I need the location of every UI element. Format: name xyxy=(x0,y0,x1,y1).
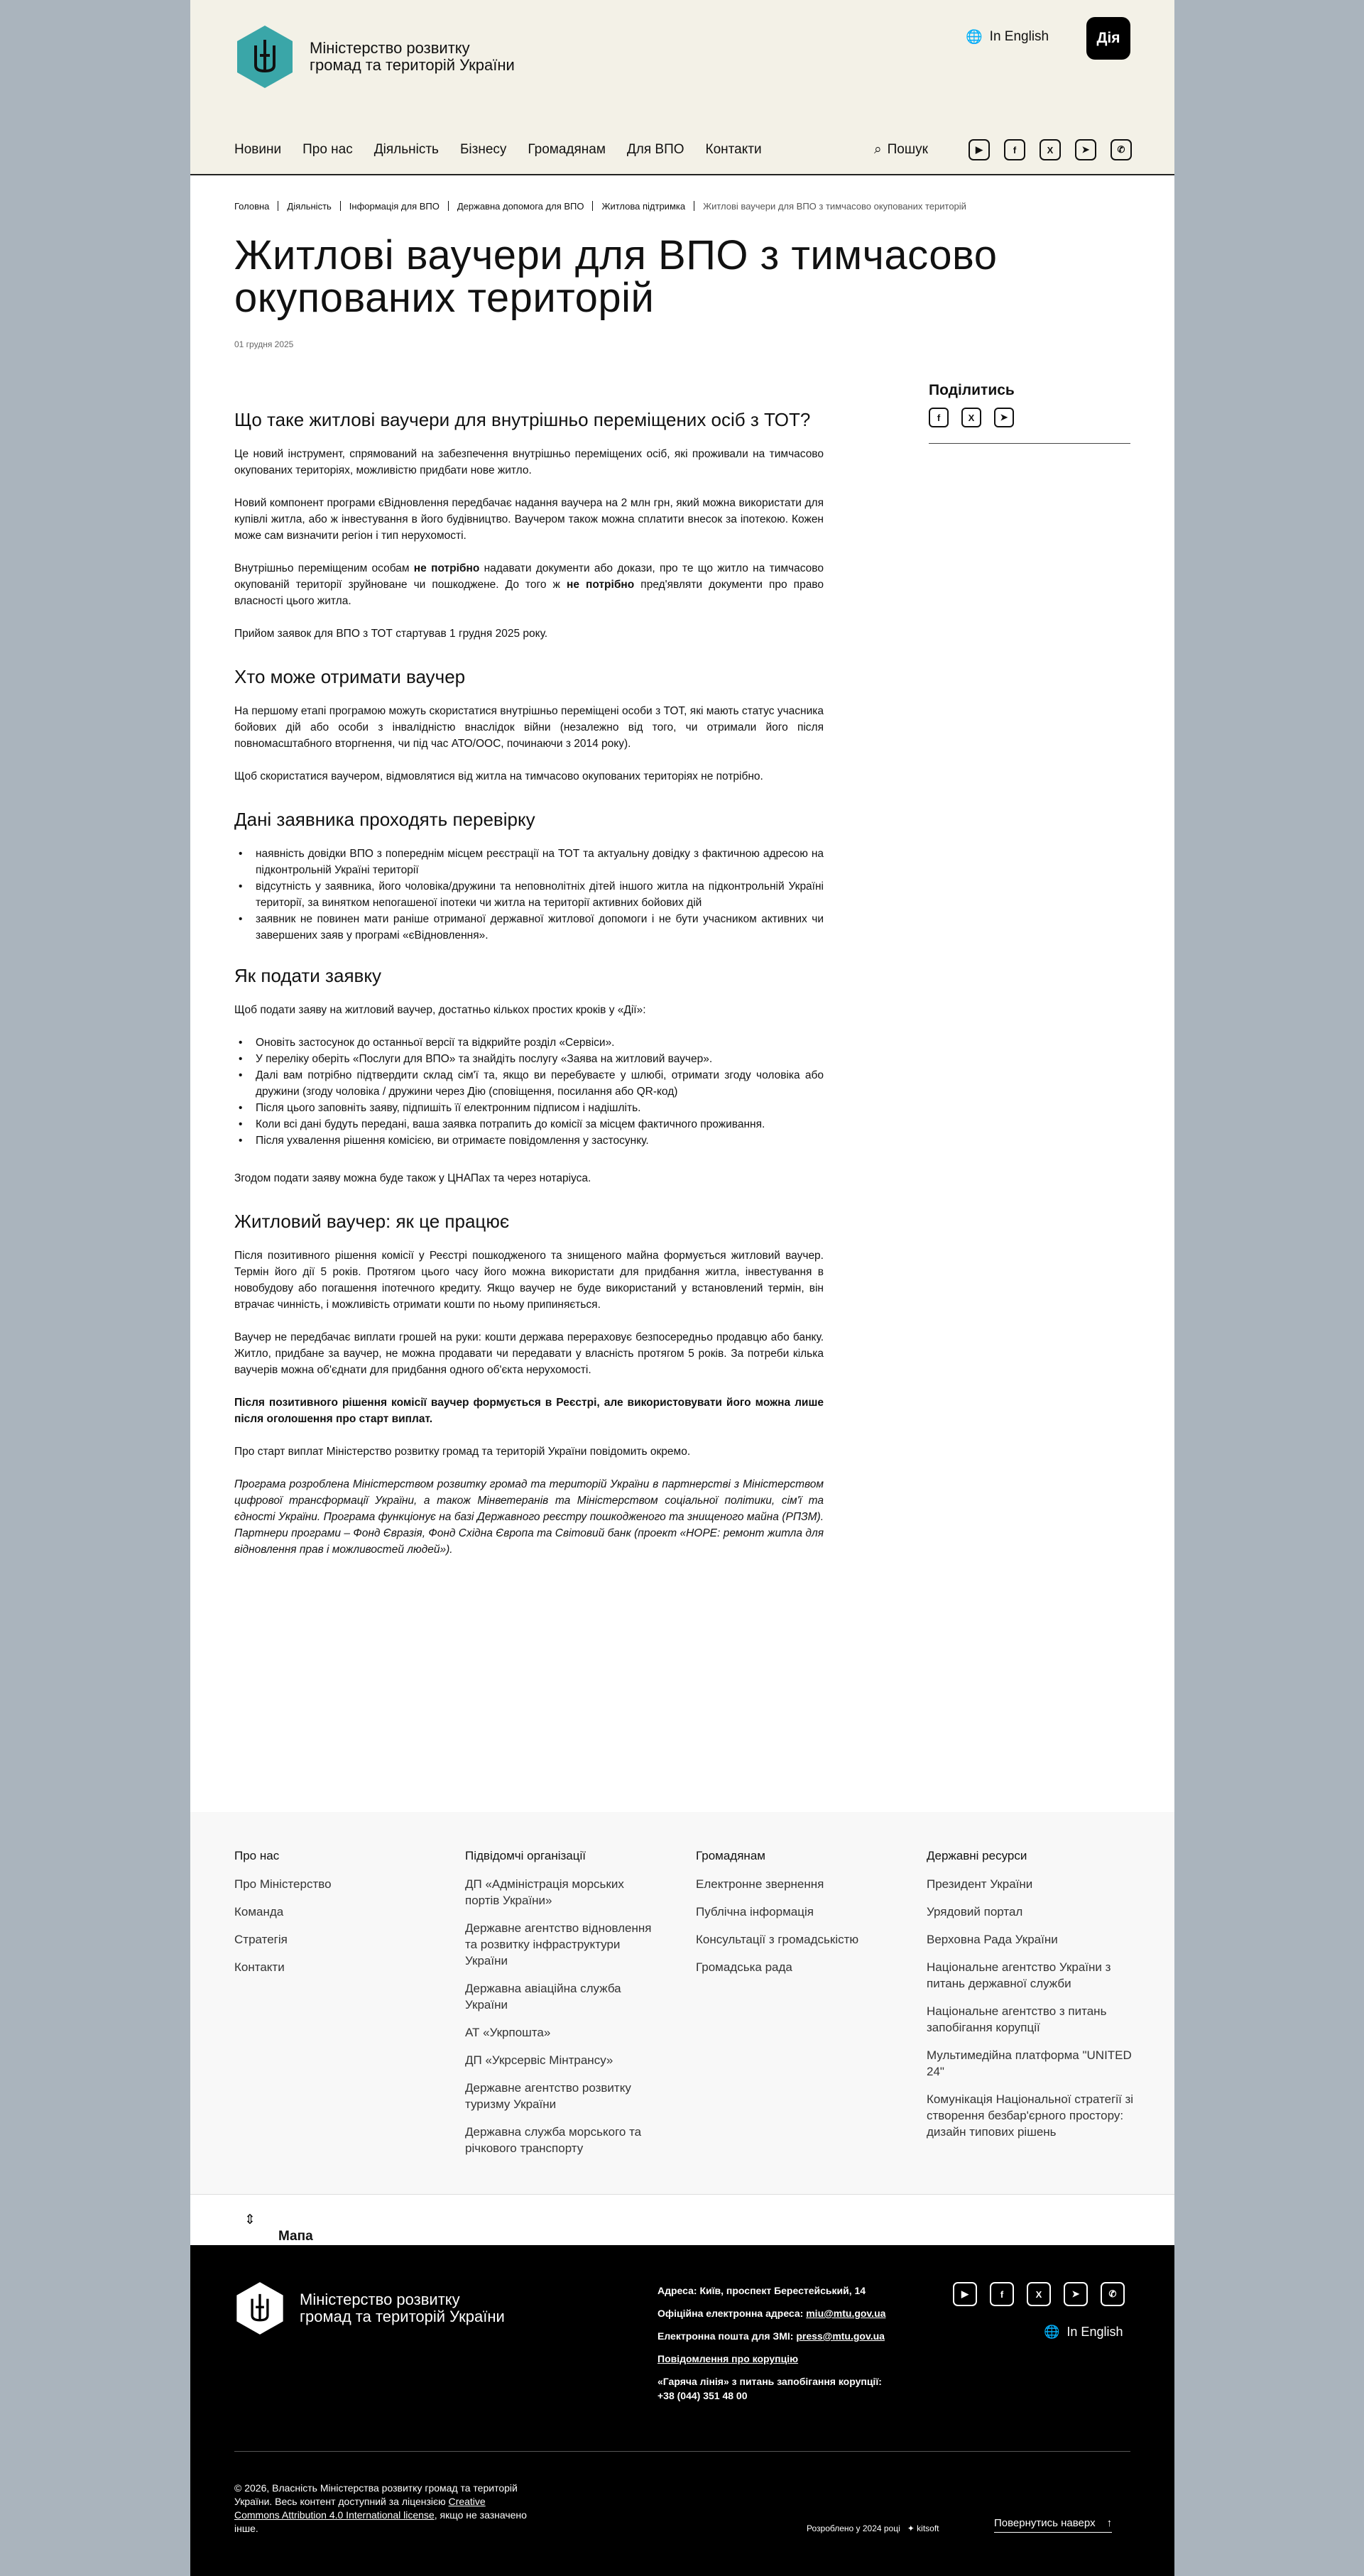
site-header xyxy=(190,0,1174,175)
footer-link[interactable]: АТ «Укрпошта» xyxy=(465,2026,551,2039)
official-email-link[interactable]: miu@mtu.gov.ua xyxy=(806,2308,886,2319)
language-label: In English xyxy=(1066,2325,1123,2339)
footer-link[interactable]: Урядовий портал xyxy=(927,1905,1023,1919)
footer-link[interactable]: Державне агентство розвитку туризму України xyxy=(465,2081,631,2111)
ministry-logo[interactable] xyxy=(234,24,523,89)
section-heading: Що таке житлові ваучери для внутрішньо переміщених осіб з ТОТ? xyxy=(234,409,811,430)
check-list xyxy=(234,846,824,944)
paragraph: На першому етапі програмою можуть скористатися внутрішньо переміщені особи з ТОТ, які мають статус учасника бойових дій або особи з інвалідністю внаслідок війни (незалежно від того, чи отримали його після повномасштабного вторгнення, чи під час АТО/ООС, починаючи з 2014 року). xyxy=(234,705,824,750)
footer-link[interactable]: Комунікація Національної стратегії зі створення безбар'єрного простору: дизайн типових рішень xyxy=(927,2092,1134,2139)
footer-link[interactable]: Електронне звернення xyxy=(696,1877,824,1891)
nav-item-idp[interactable]: Для ВПО xyxy=(626,142,684,157)
article-body xyxy=(234,409,824,1576)
share-title: Поділитись xyxy=(929,382,1015,398)
footer-link[interactable]: Публічна інформація xyxy=(696,1905,814,1919)
breadcrumb-item[interactable]: Головна xyxy=(234,201,270,212)
footer-link[interactable]: Державне агентство відновлення та розвитку інфраструктури України xyxy=(465,1921,652,1968)
nav-item-activity[interactable]: Діяльність xyxy=(373,142,439,157)
list-item: • відсутність у заявника, його чоловіка/дружини та неповнолітніх дітей іншого житла на підконтрольній Україні території, за винятком непогашеної іпотеки чи житла на території активних бойових дій xyxy=(234,878,824,911)
telegram-icon[interactable]: ➤ xyxy=(1064,2282,1088,2306)
kitsoft-logo[interactable]: ✦ kitsoft xyxy=(907,2523,939,2533)
footer-link[interactable]: Мультимедійна платформа "UNITED 24" xyxy=(927,2048,1132,2078)
globe-icon: 🌐 xyxy=(966,30,983,45)
footer-link[interactable]: Консультації з громадськістю xyxy=(696,1933,859,1946)
x-icon[interactable]: X xyxy=(1040,139,1061,160)
back-to-top-label: Повернутись наверх xyxy=(994,2517,1096,2529)
paragraph: Ваучер не передбачає виплати грошей на руки: кошти держава перераховує безпосередньо продавцю або банку. Житло, придбане за ваучер, не можна продавати чи передавати у власність протягом 5 років. За потреби кілька ваучерів можна об'єднати для придбання одного об'єкта нерухомості. xyxy=(234,1331,824,1376)
footer-link[interactable]: Контакти xyxy=(234,1960,285,1974)
footer-column xyxy=(696,1849,902,1987)
footer-socials xyxy=(953,2282,1125,2306)
footer-link[interactable]: Стратегія xyxy=(234,1933,288,1946)
list-item: • Після цього заповніть заяву, підпишіть її електронним підписом і надішліть. xyxy=(234,1100,824,1116)
footer-link[interactable]: Президент України xyxy=(927,1877,1033,1891)
globe-icon: 🌐 xyxy=(1044,2325,1060,2339)
nav-item-about[interactable]: Про нас xyxy=(302,142,353,157)
footer-column xyxy=(927,1849,1140,2151)
footer-language-switch[interactable] xyxy=(1044,2325,1123,2340)
breadcrumb-current: Житлові ваучери для ВПО з тимчасово окупованих територій xyxy=(703,201,966,212)
nav-item-contacts[interactable]: Контакти xyxy=(705,142,762,157)
facebook-icon[interactable]: f xyxy=(990,2282,1014,2306)
footer-column xyxy=(465,1849,657,2168)
footer-link[interactable]: Національне агентство з питань запобігання корупції xyxy=(927,2004,1107,2034)
ministry-name: Міністерство розвитку громад та територій України xyxy=(310,39,515,74)
breadcrumb-item[interactable]: Діяльність xyxy=(287,201,332,212)
footer-link[interactable]: Про Міністерство xyxy=(234,1877,332,1891)
share-facebook-icon[interactable]: f xyxy=(929,408,949,427)
share-telegram-icon[interactable]: ➤ xyxy=(994,408,1014,427)
trident-emblem-icon xyxy=(234,24,295,89)
copyright: © 2026, Власність Міністерства розвитку громад та територій України. Весь контент доступний за ліцензією Creative Commons Attribution 4.0 International license, якщо не зазначено інше. xyxy=(234,2482,527,2534)
site-footer xyxy=(190,2245,1174,2576)
x-icon[interactable]: X xyxy=(1027,2282,1051,2306)
list-item: • Після ухвалення рішення комісією, ви отримаєте повідомлення у застосунку. xyxy=(234,1133,824,1149)
steps-list xyxy=(234,1035,824,1149)
nav-item-business[interactable]: Бізнесу xyxy=(459,142,507,157)
footer-link[interactable]: Громадська рада xyxy=(696,1960,792,1974)
footer-column-title: Про нас xyxy=(234,1849,280,1862)
chevron-updown-icon: ⇕ xyxy=(244,2212,256,2227)
section-heading: Хто може отримати ваучер xyxy=(234,666,466,687)
footer-column-title: Державні ресурси xyxy=(927,1849,1027,1862)
list-item: • У переліку оберіть «Послуги для ВПО» та знайдіть послугу «Заява на житловий ваучер». xyxy=(234,1051,824,1067)
paragraph: Про старт виплат Міністерство розвитку громад та територій України повідомить окремо. xyxy=(234,1446,691,1458)
footer-column xyxy=(234,1849,447,1987)
footer-logo[interactable] xyxy=(234,2281,513,2336)
paragraph: Щоб подати заяву на житловий ваучер, достатньо кількох простих кроків у «Дії»: xyxy=(234,1004,646,1016)
license-link[interactable]: Creative Commons Attribution 4.0 International license xyxy=(234,2496,486,2521)
footer-link[interactable]: Державна служба морського та річкового транспорту xyxy=(465,2125,642,2155)
facebook-icon[interactable]: f xyxy=(1004,139,1025,160)
footer-link[interactable]: Команда xyxy=(234,1905,284,1919)
official-email: Офіційна електронна адреса: miu@mtu.gov.ua xyxy=(658,2308,886,2319)
address: Адреса: Київ, проспект Берестейський, 14 xyxy=(658,2285,866,2296)
trident-emblem-icon xyxy=(234,2281,285,2336)
language-switch[interactable] xyxy=(966,28,1049,45)
footer-link[interactable]: Державна авіаційна служба України xyxy=(465,1982,621,2012)
page-title: Житлові ваучери для ВПО з тимчасово окупованих територій xyxy=(234,232,998,321)
developer-credit xyxy=(807,2523,939,2533)
diia-button[interactable]: Дія xyxy=(1086,17,1130,60)
list-item: • заявник не повинен мати раніше отриманої державної житлової допомоги і не бути учасником активних чи завершених заяв у програмі «єВідновлення». xyxy=(234,911,824,944)
list-item: • Коли всі дані будуть передані, ваша заявка потрапить до комісії за місцем фактичного проживання. xyxy=(234,1116,824,1133)
search-icon: ⌕ xyxy=(874,142,882,157)
nav-item-news[interactable]: Новини xyxy=(234,142,282,157)
publish-date: 01 грудня 2025 xyxy=(234,339,294,349)
page xyxy=(190,0,1174,2576)
whatsapp-icon[interactable]: ✆ xyxy=(1111,139,1132,160)
paragraph: Після позитивного рішення комісії ваучер формується в Реєстрі, але використовувати його можна лише після оголошення про старт виплат. xyxy=(234,1397,824,1425)
whatsapp-icon[interactable]: ✆ xyxy=(1101,2282,1125,2306)
list-item: • наявність довідки ВПО з попереднім місцем реєстрації на ТОТ та актуальну довідку з фактичною адресою на підконтрольній Україні території xyxy=(234,846,824,878)
back-to-top-button[interactable] xyxy=(994,2517,1112,2533)
paragraph: Внутрішньо переміщеним особам не потрібно надавати документи або докази, про те що житло на тимчасово окупованій території зруйноване чи пошкоджене. До того ж не потрібно пред'являти документи про право власності цього житла. xyxy=(234,562,824,607)
corruption-report-link[interactable]: Повідомлення про корупцію xyxy=(658,2353,799,2364)
youtube-icon[interactable]: ▶ xyxy=(953,2282,977,2306)
footer-column-title: Підвідомчі організації xyxy=(465,1849,586,1862)
sitemap-label: Мапа xyxy=(278,2229,313,2244)
footer-link[interactable]: Верховна Рада України xyxy=(927,1933,1058,1946)
paragraph: Це новий інструмент, спрямований на забезпечення внутрішньо переміщених осіб, які проживали на тимчасово окупованих територіях, можливістю придбати нове житло. xyxy=(234,448,824,476)
youtube-icon[interactable]: ▶ xyxy=(969,139,990,160)
footer-ministry-name: Міністерство розвитку громад та територій України xyxy=(300,2291,505,2325)
divider xyxy=(234,2451,1130,2452)
breadcrumb-item[interactable]: Інформація для ВПО xyxy=(349,201,440,212)
paragraph: Прийом заявок для ВПО з ТОТ стартував 1 грудня 2025 року. xyxy=(234,628,548,640)
nav-item-citizens[interactable]: Громадянам xyxy=(528,142,606,157)
breadcrumb-item[interactable]: Житлова підтримка xyxy=(601,201,686,212)
breadcrumb xyxy=(234,201,966,212)
section-heading: Як подати заявку xyxy=(234,965,381,986)
footer-link[interactable]: ДП «Адміністрація морських портів України» xyxy=(465,1877,624,1907)
paragraph: Після позитивного рішення комісії у Реєстрі пошкодженого та знищеного майна формується житловий ваучер. Термін його дії 5 років. Протягом цього часу його можна використати для придбання житла, інвестування в новобудову або погашення іпотечного кредиту. Якщо ваучер не буде використаний у встановлений термін, він втрачає чинність, і можливість отримати кошти по ньому припиняється. xyxy=(234,1250,824,1311)
paragraph: Програма розроблена Міністерством розвитку громад та територій України в партнерстві з Міністерством цифрової трансформації України, а також Мінветеранів та Міністерством соціальної політики, сім'ї та єдності України. Програма функціонує на базі Державного реєстру пошкодженого та знищеного майна (РПЗМ). Партнери програми – Фонд Євразія, Фонд Східна Європа та Світовий банк (проект «HOPE: ремонт житла для відновлення прав і можливостей людей»). xyxy=(234,1478,824,1556)
section-heading: Дані заявника проходять перевірку xyxy=(234,809,535,830)
hotline: «Гаряча лінія» з питань запобігання корупції: +38 (044) 351 48 00 xyxy=(658,2376,882,2401)
breadcrumb-item[interactable]: Державна допомога для ВПО xyxy=(457,201,584,212)
main-nav xyxy=(234,142,762,158)
paragraph: Згодом подати заяву можна буде також у ЦНАПах та через нотаріуса. xyxy=(234,1172,591,1184)
search-button[interactable] xyxy=(874,142,928,158)
paragraph: Щоб скористатися ваучером, відмовлятися від житла на тимчасово окупованих територіях не потрібно. xyxy=(234,770,763,782)
footer-links xyxy=(190,1812,1174,2194)
arrow-up-icon: ↑ xyxy=(1106,2517,1113,2529)
language-label: In English xyxy=(989,29,1049,44)
press-email-link[interactable]: press@mtu.gov.ua xyxy=(796,2330,885,2342)
footer-link[interactable]: ДП «Укрсервіс Мінтрансу» xyxy=(465,2053,613,2067)
footer-link[interactable]: Національне агентство України з питань державної служби xyxy=(927,1960,1111,1990)
list-item: • Оновіть застосунок до останньої версії та відкрийте розділ «Сервіси». xyxy=(234,1035,824,1051)
footer-contacts xyxy=(658,2283,892,2411)
telegram-icon[interactable]: ➤ xyxy=(1075,139,1096,160)
share-x-icon[interactable]: X xyxy=(961,408,981,427)
share-block xyxy=(929,382,1130,444)
sitemap-toggle[interactable] xyxy=(190,2194,1174,2245)
section-heading: Житловий ваучер: як це працює xyxy=(234,1211,510,1232)
list-item: • Далі вам потрібно підтвердити склад сім'ї та, якщо ви перебуваєте у шлюбі, отримати згоду чоловіка або дружини (згоду чоловіка / дружини через Дію (сповіщення, посилання або QR-код) xyxy=(234,1067,824,1100)
footer-column-title: Громадянам xyxy=(696,1849,765,1862)
search-label: Пошук xyxy=(887,142,928,157)
paragraph: Новий компонент програми єВідновлення передбачає надання ваучера на 2 млн грн, який можна використати для купівлі житла, або ж інвестування в його будівництво. Ваучером також можна сплатити внесок за іпотекою. Кожен може сам визначити регіон і тип нерухомості. xyxy=(234,497,824,542)
header-socials xyxy=(969,139,1132,160)
press-email: Електронна пошта для ЗМІ: press@mtu.gov.ua xyxy=(658,2330,885,2342)
developer-label: Розроблено у 2024 році xyxy=(807,2523,900,2533)
